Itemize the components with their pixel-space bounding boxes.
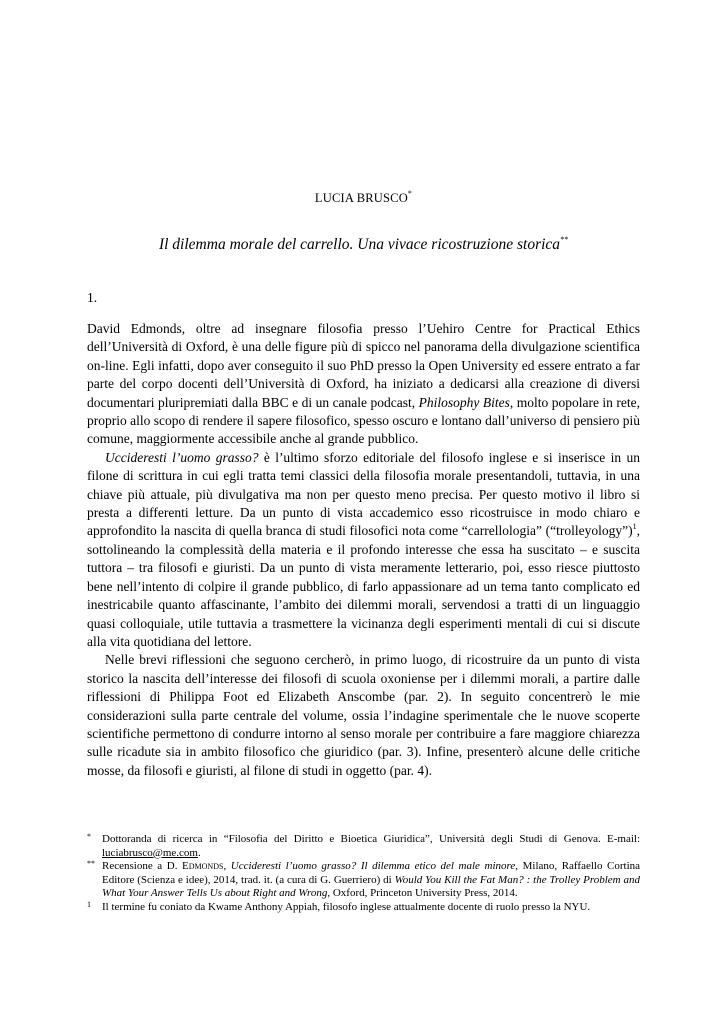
author-footnote-mark[interactable]: *: [407, 188, 413, 198]
paragraph-2: Uccideresti l’uomo grasso? è l’ultimo sforzo editoriale del filosofo inglese e si inserisce in un filone di scrittura in cui egli tratta temi classici della filosofia morale presentandoli, tuttavia, in una chiave più attuale, più divulgativa ma non per questo meno precisa. Per questo motivo il libro si presta a differenti letture. Da un punto di vista accademico esso ricostruisce in modo chiaro e approfondito la nascita di quella branca di studi filosofici nota come “carrellologia” (“trolleyology”)$^1$, sottolineando la complessità della materia e il profondo interesse che essa ha suscitato – e suscita tuttora – tra filosofi e giuristi. Da un punto di vista meramente letterario, poi, esso riesce piuttosto bene nell’intento di colpire il grande pubblico, di farlo appassionare ad un tema tanto complicato ed inestricabile quanto affascinante, l’ambito dei dilemmi morali, servendosi a tratti di un linguaggio quasi colloquiale, utile tuttavia a trasmettere la vicinanza degli esperimenti mentali di cui si discute alla vita quotidiana del lettore.: [87, 449, 640, 649]
footnote-1: 1 Il termine fu coniato da Kwame Anthony Appiah, filosofo inglese attualmente docente di ruolo presso la NYU.: [87, 899, 591, 913]
paragraph-3: Nelle brevi riflessioni che seguono cercherò, in primo luogo, di ricostruire da un punto di vista storico la nascita dell’interesse dei filosofi di scuola oxoniense per i dilemmi morali, a partire dalle riflessioni di Philippa Foot ed Elizabeth Anscombe (par. 2). In seguito concentrerò le mie considerazioni sulla parte centrale del volume, ossia l’indagine sperimentale che le nuove scoperte scientifiche permettono di condurre intorno al senso morale per contribuire a fare maggiore chiarezza sulle ricadute sia in ambito filosofico che giuridico (par. 3). Infine, presenterò alcune delle critiche mosse, da filosofi e giuristi, al filone di studi in oggetto (par. 4).: [87, 652, 640, 778]
section-number: 1.: [87, 290, 98, 305]
footnote-ref-1[interactable]: 1: [632, 521, 637, 531]
email-link[interactable]: luciabrusco@me.com: [102, 846, 198, 859]
title-footnote-mark[interactable]: **: [560, 234, 569, 244]
article-title: Il dilemma morale del carrello. Una vivace ricostruzione storica**: [158, 234, 569, 253]
paragraph-1: David Edmonds, oltre ad insegnare filosofia presso l’Uehiro Centre for Practical Ethics dell’Università di Oxford, è una delle figure più di spicco nel panorama della divulgazione scientifica on-line. Egli infatti, dopo aver conseguito il suo PhD presso la Open University ed essere entrato a far parte del corpo docenti dell’Università di Oxford, ha iniziato a dedicarsi alla creazione di diversi documentari pluripremiati dalla BBC e di un canale podcast, Philosophy Bites, molto popolare in rete, proprio allo scopo di rendere il sapere filosofico, spesso oscuro e lontano dall’universo di pensiero più comune, maggiormente accessibile anche al grande pubblico.: [87, 321, 641, 447]
author-name: LUCIA BRUSCO*: [314, 188, 413, 205]
footnote-mark: **: [87, 859, 95, 869]
footnote-mark: *: [87, 832, 91, 841]
footnote-mark: 1: [87, 899, 91, 909]
footnote-author: * Dottoranda di ricerca in “Filosofia del Diritto e Bioetica Giuridica”, Università degli Studi di Genova. E-mail: luciabrusco@me.com.: [87, 832, 640, 859]
footnote-review: ** Recensione a D. Edmonds, Uccideresti l’uomo grasso? Il dilemma etico del male minore, Milano, Raffaello Cortina Editore (Scienza e idee), 2014, trad. it. (a cura di G. Guerriero) di Would You Kill the Fat Man? : the Trolley Problem and What Your Answer Tells Us about Right and Wrong, Oxford, Princeton University Press, 2014.: [87, 859, 641, 900]
footnotes: [87, 833, 640, 915]
body-text: [87, 320, 640, 780]
